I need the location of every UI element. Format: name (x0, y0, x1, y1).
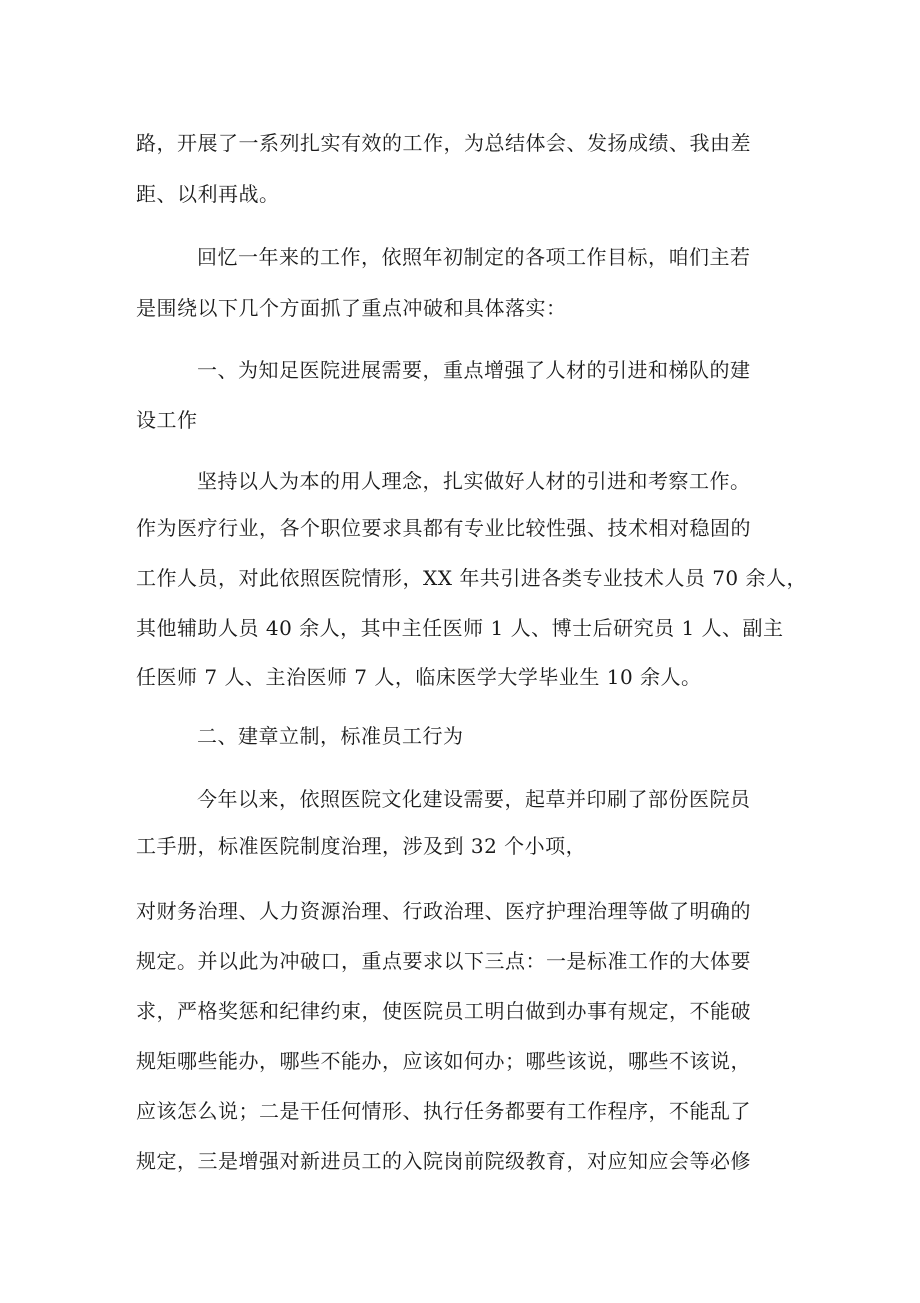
text-line-9: 工作人员，对此依照医院情形，XX 年共引进各类专业技术人员 70 余人， (136, 566, 807, 590)
text-line-18: 规矩哪些能办，哪些不能办，应该如何办；哪些该说，哪些不该说， (136, 1049, 751, 1073)
text-line-19: 应该怎么说；二是干任何情形、执行任务都要有工作程序，不能乱了 (136, 1099, 751, 1123)
text-line-6: 设工作 (136, 408, 198, 432)
text-line-5: 一、为知足医院进展需要，重点增强了人材的引进和梯队的建 (197, 358, 751, 382)
text-line-17: 求，严格奖惩和纪律约束，使医院员工明白做到办事有规定，不能破 (136, 999, 751, 1023)
text-line-10: 其他辅助人员 40 余人，其中主任医师 1 人、博士后研究员 1 人、副主 (136, 616, 784, 640)
text-line-12: 二、建章立制，标准员工行为 (197, 724, 464, 748)
text-line-20: 规定，三是增强对新进员工的入院岗前院级教育，对应知应会等必修 (136, 1149, 751, 1173)
text-line-15: 对财务治理、人力资源治理、行政治理、医疗护理治理等做了明确的 (136, 899, 751, 923)
text-line-14: 工手册，标准医院制度治理，涉及到 32 个小项， (136, 834, 587, 858)
text-line-4: 是围绕以下几个方面抓了重点冲破和具体落实： (136, 296, 567, 320)
text-line-16: 规定。并以此为冲破口，重点要求以下三点：一是标准工作的大体要 (136, 949, 751, 973)
text-line-3: 回忆一年来的工作，依照年初制定的各项工作目标，咱们主若 (197, 245, 751, 269)
text-line-7: 坚持以人为本的用人理念，扎实做好人材的引进和考察工作。 (197, 469, 751, 493)
text-line-2: 距、以利再战。 (136, 182, 280, 206)
text-line-1: 路，开展了一系列扎实有效的工作，为总结体会、发扬成绩、我由差 (136, 131, 751, 155)
text-line-8: 作为医疗行业，各个职位要求具都有专业比较性强、技术相对稳固的 (136, 516, 751, 540)
text-line-13: 今年以来，依照医院文化建设需要，起草并印刷了部份医院员 (197, 787, 751, 811)
text-line-11: 任医师 7 人、主治医师 7 人，临床医学大学毕业生 10 余人。 (136, 665, 702, 689)
